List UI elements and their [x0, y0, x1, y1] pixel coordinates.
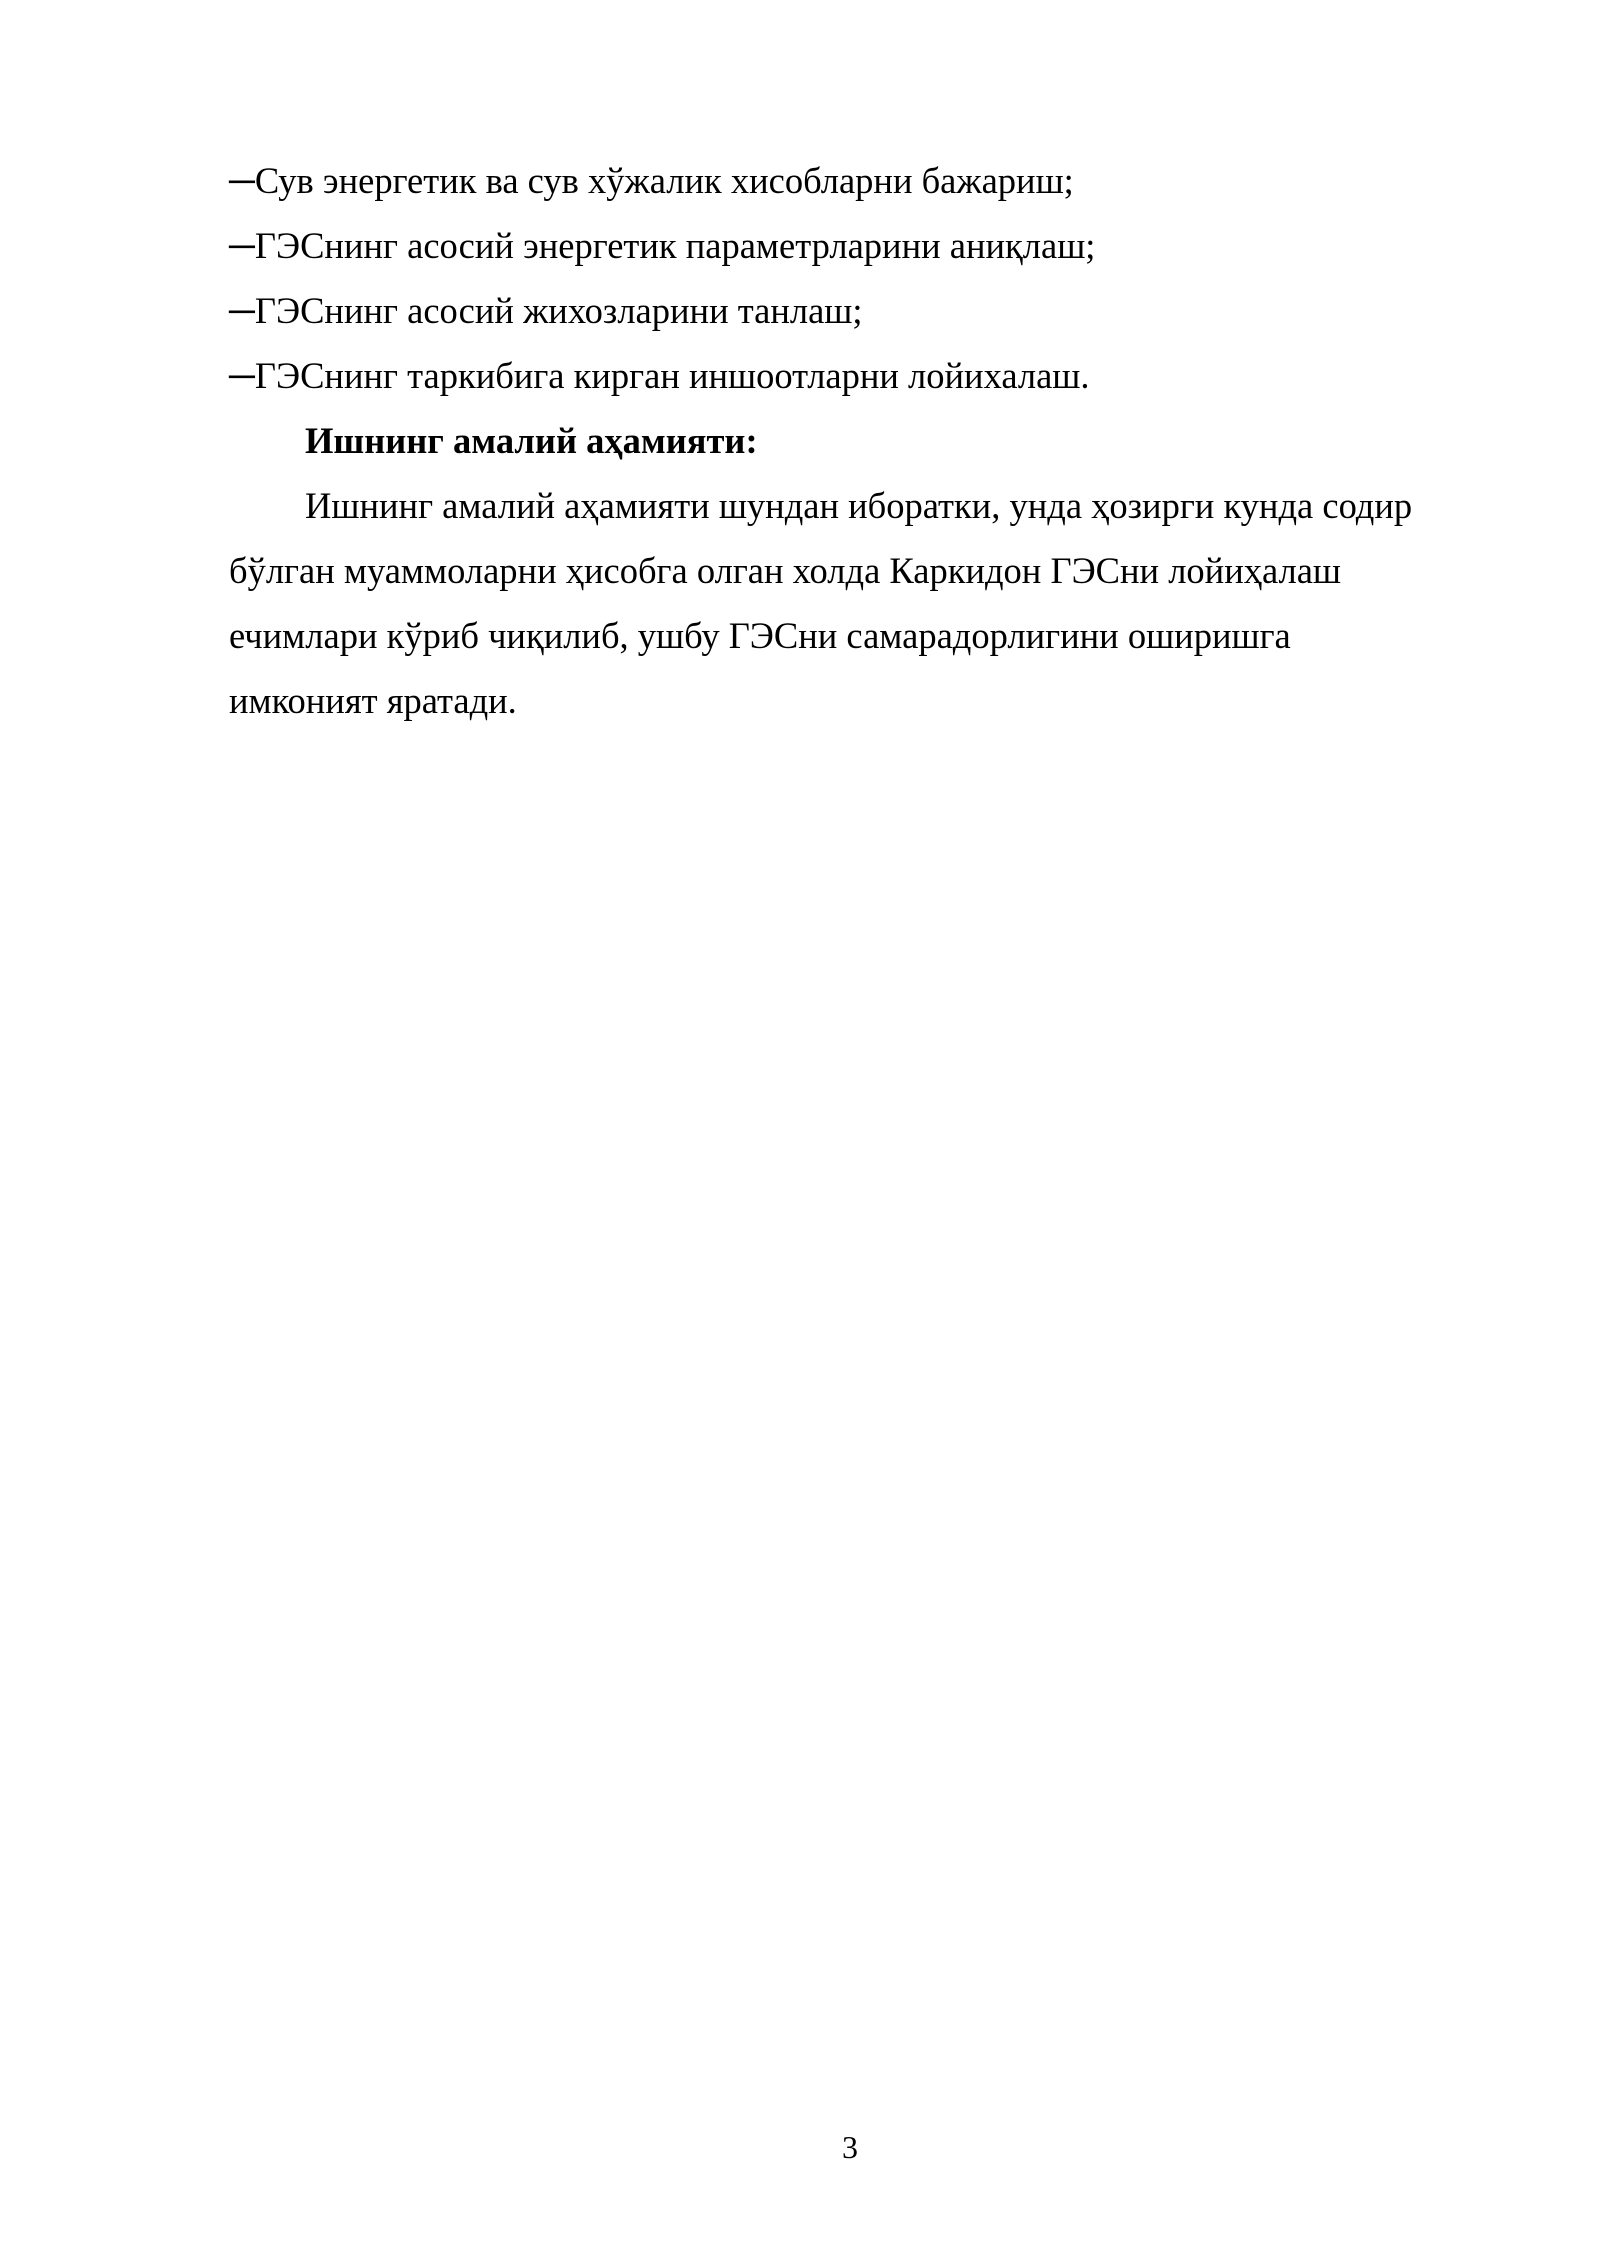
list-item-text: ГЭСнинг асосий энергетик параметрларини аниқлаш; — [254, 225, 1096, 266]
list-item-text: Сув энергетик ва сув хўжалик хисобларни бажариш; — [254, 160, 1074, 201]
paragraph-line: Ишнинг амалий аҳамияти шундан иборатки, унда ҳозирги кунда содир — [305, 485, 1413, 526]
dash-bullet: ─ — [229, 355, 255, 396]
body-paragraph — [229, 473, 1449, 733]
paragraph-line: бўлган муаммоларни ҳисобга олган холда Каркидон ГЭСни лойиҳалаш — [229, 550, 1342, 591]
dash-bullet: ─ — [229, 225, 255, 266]
page-number: 3 — [842, 2129, 858, 2165]
list-item — [229, 278, 1449, 343]
list-item — [229, 343, 1449, 408]
paragraph-line: ечимлари кўриб чиқилиб, ушбу ГЭСни самарадорлигини оширишга — [229, 615, 1291, 656]
list-item — [229, 213, 1449, 278]
dash-bullet: ─ — [229, 160, 255, 201]
list-item-text: ГЭСнинг асосий жихозларини танлаш; — [254, 290, 863, 331]
section-heading: Ишнинг амалий аҳамияти: — [305, 420, 758, 461]
page-content — [229, 148, 1449, 733]
task-list — [229, 148, 1449, 408]
paragraph-line: имконият яратади. — [229, 680, 517, 721]
list-item-text: ГЭСнинг таркибига кирган иншоотларни лойихалаш. — [254, 355, 1090, 396]
dash-bullet: ─ — [229, 290, 255, 331]
list-item — [229, 148, 1449, 213]
